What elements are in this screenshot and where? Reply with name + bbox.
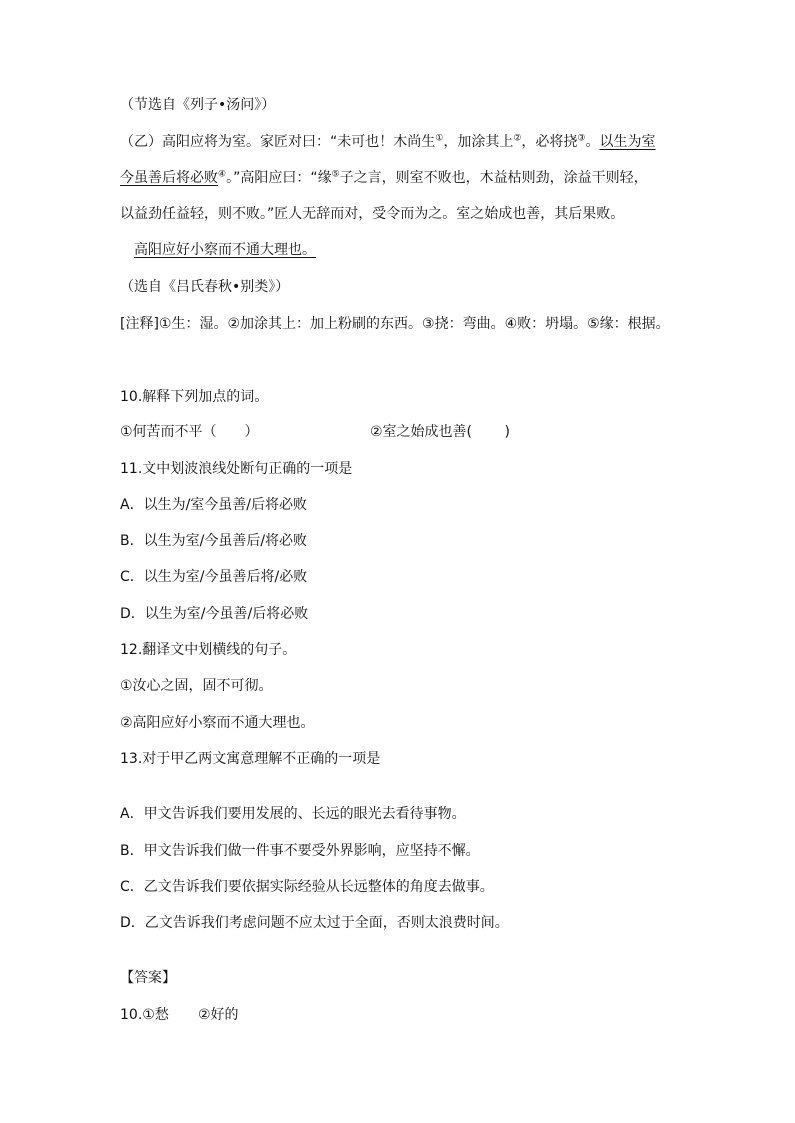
q11-option-d: D．以生为室/今虽善/后将必败 — [120, 606, 309, 622]
passage-text: ，加涂其上 — [443, 134, 514, 150]
q11-option-b: B．以生为室/今虽善后/将必败 — [120, 533, 308, 549]
passage-text: 。”高阳应曰：“缘 — [226, 170, 332, 186]
passage-text: （乙）高阳应将为室。家匠对曰：“未可也！木尚生 — [120, 134, 436, 150]
passage-yi-line-2 — [120, 168, 648, 188]
passage-text: 。 — [585, 134, 600, 150]
q13-option-a: A．甲文告诉我们要用发展的、长远的眼光去看待事物。 — [120, 806, 466, 822]
q13-option-b: B．甲文告诉我们做一件事不要受外界影响，应坚持不懈。 — [120, 843, 480, 859]
note-marker: ③ — [577, 133, 586, 144]
q12-item-1: ①汝心之固，固不可彻。 — [120, 678, 273, 694]
passage-yi-line-1 — [120, 132, 656, 152]
q10-title: 10.解释下列加点的词。 — [120, 389, 269, 405]
passage-text: ，必将挠 — [521, 134, 578, 150]
answer-10-first: 10.①愁 — [120, 1007, 169, 1023]
passage-yi-line-4 — [134, 240, 316, 260]
q12-title: 12.翻译文中划横线的句子。 — [120, 642, 297, 658]
passage-text: 子之言，则室不败也，木益枯则劲，涂益干则轻， — [339, 170, 648, 186]
note-marker: ④ — [218, 169, 227, 180]
q11-option-c: C．以生为室/今虽善后将/必败 — [120, 569, 308, 585]
wavy-underlined-sentence: 以生为室 — [599, 134, 656, 150]
answer-heading: 【答案】 — [120, 970, 176, 986]
q13-option-c: C．乙文告诉我们要依据实际经验从长远整体的角度去做事。 — [120, 879, 494, 895]
q11-option-a: A．以生为/室今虽善/后将必败 — [120, 497, 308, 513]
source-yi: （选自《吕氏春秋•别类》） — [120, 279, 290, 295]
q12-item-2: ②高阳应好小察而不通大理也。 — [120, 715, 315, 731]
passage-yi-line-3: 以益劲任益轻，则不败。”匠人无辞而对，受令而为之。室之始成也善，其后果败。 — [120, 206, 625, 222]
q11-title: 11.文中划波浪线处断句正确的一项是 — [120, 461, 353, 477]
answer-10-second: ②好的 — [198, 1007, 239, 1023]
source-jia: （节选自《列子•汤问》） — [120, 97, 276, 113]
annotations: [注释]①生：湿。②加涂其上：加上粉刷的东西。③挠：弯曲。④败：坍塌。⑤缘：根据。 — [120, 316, 670, 332]
q10-item-1: ①何苦而不平（ ） — [120, 424, 259, 440]
note-marker: ⑤ — [331, 169, 340, 180]
note-marker: ② — [513, 133, 522, 144]
q10-item-2: ②室之始成也善( ) — [370, 424, 510, 440]
underlined-sentence: 高阳应好小察而不通大理也。 — [134, 242, 316, 258]
q13-title: 13.对于甲乙两文寓意理解不正确的一项是 — [120, 751, 381, 767]
q13-option-d: D．乙文告诉我们考虑问题不应太过于全面，否则太浪费时间。 — [120, 915, 509, 931]
wavy-underlined-sentence: 今虽善后将必败 — [120, 170, 218, 186]
note-marker: ① — [435, 133, 444, 144]
